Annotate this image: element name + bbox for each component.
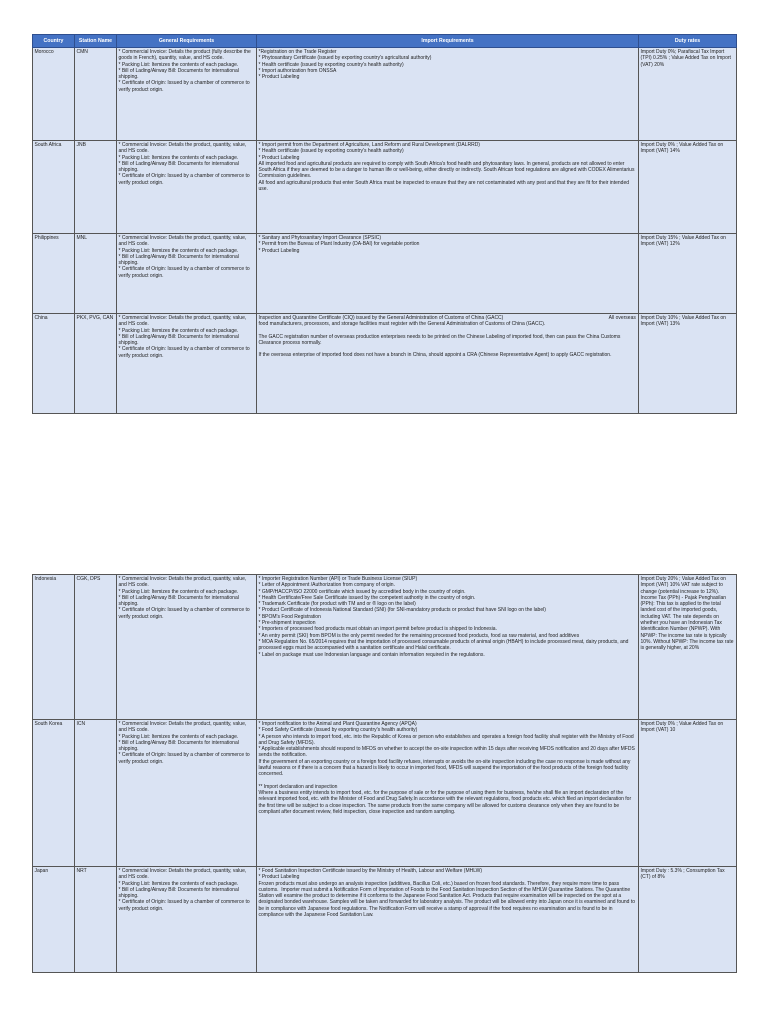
cell-line: * Bill of Lading/Airway Bill: Documents for international shipping. xyxy=(118,253,241,267)
cell-line: * Trademark Certificate (for product with TM and or ® logo on the label) xyxy=(258,601,416,608)
cell-line: Inspection and Quarantine Certificate (CIQ) issued by the General Administration of Customs of China (GACC) All overseas food manufacturers, processors, and storage facilities must register with the General Administration of Customs of China (GACC). xyxy=(258,315,638,328)
cell-line: * Import permit from the Department of Agriculture, Land Reform and Rural Development (DALRRD) xyxy=(258,142,480,148)
import-requirements-cell xyxy=(257,720,639,867)
station-cell: NRT xyxy=(75,867,117,973)
cell-line: * Sanitary and Phytosanitary Import Clearance (SPSIC) xyxy=(258,235,382,241)
duty-rates-cell: Import Duty 10% ; Value Added Tax on Import (VAT) 13% xyxy=(639,314,737,414)
cell-line: * Certificate of Origin: Issued by a chamber of commerce to verify product origin. xyxy=(118,899,252,912)
cell-line: Frozen products must also undergo an analysis inspection (additives, Bacillus Coli, etc.) based on frozen food standards. Therefore, they require more time to pass customs. Importer must submit a Notification Form of Importation of Foods to the Food Sanitation Inspection Section of the MHLW Quarantine Stations. The Quarantine Station will examine the product to determine if it conforms to the Japanese Food Sanitation Act. Products that require examination will be inspected on the spot at a designated bonded warehouse. Samples will be taken and forwarded for laboratory analysis. The product will be allowed entry into Japan once it is examined and found to be in compliance with Japanese food regulations. The Notification Form will receive a stamp of approval if the food requires no examination and is found to be in compliance with the Japanese Food Sanitation Law. xyxy=(258,880,637,919)
cell-line: * MOA Regulation No. 65/2014 requires that the importation of processed consumable products of animal origin (HBAH) to include processed meat, dairy products, and processed eggs must be accompanied with a sanitation certificate and Halal certificate. xyxy=(258,638,630,652)
duty-rates-cell: Import Duty 0% ; Value Added Tax on Import (VAT) 10 xyxy=(639,720,737,867)
import-requirements-cell xyxy=(257,867,639,973)
cell-line: * A person who intends to import food, etc. into the Republic of Korea or person who establishes and operates a foreign food facility shall register with the Ministry of Food and Drug Safety (MFDS). xyxy=(258,733,636,746)
cell-line: * Label on package must use Indonesian language and contain information required in the regulations. xyxy=(258,651,485,658)
header-row xyxy=(33,35,737,48)
cell-line: * Product Labeling xyxy=(258,74,300,81)
station-cell: JNB xyxy=(75,141,117,234)
cell-line: * Product Certificate of Indonesia National Standard (SNI) (for SNI-mandatory products or product that have SNI logo on the label) xyxy=(258,607,546,614)
duty-rates-cell: Import Duty 0% ; Value Added Tax on Import (VAT) 14% xyxy=(639,141,737,234)
header-general-requirements: General Requirements xyxy=(117,35,257,48)
country-cell: China xyxy=(33,314,75,414)
table-row xyxy=(33,48,737,141)
cell-line: Where a business entity intends to import food, etc. for the purpose of sale or for the purpose of using them for business, he/she shall file an import declaration of the relevant imported food, etc. with the Minister of Food and Drug Safety.In accordance with the relevant regulations, food products etc. which filed an import declaration for the first time will be subject to a close inspection. The same products from the same company will be allowed for customs clearance only when they are found to be compliant after document review, field inspection, close inspection and random sampling. xyxy=(258,789,633,815)
cell-line: All food and agricultural products that enter South Africa must be inspected to ensure that they are not contaminated with any pest and that they are fit for their intended use. xyxy=(258,179,631,193)
cell-line: * Certificate of Origin: Issued by a chamber of commerce to verify product origin. xyxy=(118,80,252,93)
cell-line: * BPOM's Food Registration xyxy=(258,613,321,620)
cell-line: * Certificate of Origin: Issued by a chamber of commerce to verify product origin. xyxy=(118,752,252,765)
cell-line: * Certificate of Origin: Issued by a chamber of commerce to verify product origin. xyxy=(118,266,252,279)
general-requirements-cell xyxy=(117,575,257,720)
cell-line: * Health certificate (issued by exporting country's health authority) xyxy=(258,148,404,155)
country-cell: Japan xyxy=(33,867,75,973)
header-station: Station Name xyxy=(75,35,117,48)
requirements-table-page-2 xyxy=(32,574,737,973)
cell-line: * Commercial Invoice: Details the product, quantity, value, and HS code. xyxy=(118,868,248,881)
cell-line: * Health certificate (issued by exporting country's health authority) xyxy=(258,61,404,68)
cell-line: * Commercial Invoice: Details the product, quantity, value, and HS code. xyxy=(118,315,248,328)
cell-line: * Importer Registration Number (API) or Trade Business License (SIUP) xyxy=(258,576,418,582)
table-row xyxy=(33,234,737,314)
country-cell: South Korea xyxy=(33,720,75,867)
cell-line: * Bill of Lading/Airway Bill: Documents for international shipping. xyxy=(118,333,241,347)
header-country: Country xyxy=(33,35,75,48)
import-requirements-cell xyxy=(257,48,639,141)
cell-line: * Certificate of Origin: Issued by a chamber of commerce to verify product origin. xyxy=(118,607,252,620)
country-cell: South Africa xyxy=(33,141,75,234)
cell-line: * Packing List: Itemizes the contents of each package. xyxy=(118,733,239,740)
general-requirements-cell xyxy=(117,48,257,141)
cell-line: * Phytosanitary Certificate (issued by exporting country's agricultural authority) xyxy=(258,55,432,62)
country-cell: Indonesia xyxy=(33,575,75,720)
cell-line: * Packing List: Itemizes the contents of each package. xyxy=(118,154,239,161)
table-row xyxy=(33,141,737,234)
cell-line: * Applicable establishments should respond to MFDS on whether to accept the on-site inspection within 15 days after receiving MFDS notification and 20 days after MFDS sends the notification. xyxy=(258,746,637,759)
cell-line: * An entry permit (SKI) from BPOM is the only permit needed for the remaining processed food products, food as raw material, and food additives xyxy=(258,632,580,639)
header-duty-rates: Duty rates xyxy=(639,35,737,48)
cell-line: * Food Safety Certificate (issued by exporting country's health authority) xyxy=(258,727,418,734)
cell-line: * Certificate of Origin: Issued by a chamber of commerce to verify product origin. xyxy=(118,173,252,186)
cell-line: * Letter of Appointment /Authorization from company of origin. xyxy=(258,582,395,589)
cell-line: * Bill of Lading/Airway Bill: Documents for international shipping. xyxy=(118,886,241,900)
station-cell: ICN xyxy=(75,720,117,867)
import-requirements-cell xyxy=(257,314,639,414)
cell-line: * Importers of processed food products must obtain an import permit before product is shipped to Indonesia. xyxy=(258,626,497,633)
general-requirements-cell xyxy=(117,141,257,234)
cell-line: ** Import declaration and inspection xyxy=(258,783,338,790)
cell-line: *Registration on the Trade Register xyxy=(258,49,337,55)
cell-line: * Commercial Invoice: Details the product, quantity, value, and HS code. xyxy=(118,142,248,155)
cell-line: * Commercial Invoice: Details the product, quantity, value, and HS code. xyxy=(118,576,248,589)
general-requirements-cell xyxy=(117,314,257,414)
general-requirements-cell xyxy=(117,234,257,314)
cell-line: * Packing List: Itemizes the contents of each package. xyxy=(118,61,239,68)
import-requirements-cell xyxy=(257,234,639,314)
cell-line: * Bill of Lading/Airway Bill: Documents for international shipping. xyxy=(118,160,241,174)
import-requirements-cell xyxy=(257,141,639,234)
table-row xyxy=(33,867,737,973)
cell-line: * Import notification to the Animal and Plant Quarantine Agency (APQA) xyxy=(258,721,417,727)
cell-line: * Food Sanitation Inspection Certificate issued by the Ministry of Health, Labour and Welfare (MHLW) xyxy=(258,868,483,874)
cell-line: The GACC registration number of overseas production enterprises needs to be printed on the Chinese Labeling of imported food, then can pass the China Customs Clearance process normally. xyxy=(258,333,622,346)
cell-line: * Import authorization from ONSSA xyxy=(258,67,337,74)
cell-line: * Product Labeling xyxy=(258,874,300,881)
country-cell: Philippines xyxy=(33,234,75,314)
station-cell: CGK, DPS xyxy=(75,575,117,720)
cell-line: * Packing List: Itemizes the contents of each package. xyxy=(118,880,239,887)
cell-line: If the overseas enterprise of imported food does not have a branch in China, should appoint a CRA (Chinese Representative Agent) to apply GACC registration. xyxy=(258,352,612,359)
cell-line: * Commercial Invoice: Details the product, quantity, value, and HS code. xyxy=(118,235,248,248)
cell-line: If the government of an exporting country or a foreign food facility refuses, interrupts or avoids the on-site inspection including the case no response is made without any lawful reasons or if there is a concern that a hazard is likely to occur in imported food, MFDS will suspend the importation of the food products of the foreign food facility concerned. xyxy=(258,758,632,778)
cell-line: * Packing List: Itemizes the contents of each package. xyxy=(118,327,239,334)
country-cell: Morocco xyxy=(33,48,75,141)
duty-rates-cell: Import Duty 20% ; Value Added Tax on Import (VAT) 10% VAT rate subject to change (potential increase to 12%). Income Tax (PPh) - Pajak Penghasilan (PPh): This tax is applied to the total landed cost of the imported goods, including VAT. The rate depends on whether you have an Indonesian Tax Identification Number (NPWP). With NPWP: The income tax rate is typically 10%. Without NPWP: The income tax rate is generally higher, at 20% xyxy=(639,575,737,720)
cell-line: * Pre-shipment inspection xyxy=(258,620,316,627)
cell-line: * Permit from the Bureau of Plant Industry (DA-BAI) for vegetable portion xyxy=(258,241,420,248)
requirements-table-page-1 xyxy=(32,34,737,414)
cell-line: * GMP/HACCP/ISO 22000 certificate which issued by accredited body in the country of origin. xyxy=(258,588,466,595)
table-row xyxy=(33,575,737,720)
table-row xyxy=(33,720,737,867)
cell-line: * Certificate of Origin: Issued by a chamber of commerce to verify product origin. xyxy=(118,346,252,359)
cell-line: * Bill of Lading/Airway Bill: Documents for international shipping. xyxy=(118,67,241,81)
cell-line: * Bill of Lading/Airway Bill: Documents for international shipping. xyxy=(118,594,241,608)
cell-line: * Packing List: Itemizes the contents of each package. xyxy=(118,588,239,595)
cell-line: All imported food and agricultural products are required to comply with South Africa's food health and phytosanitary laws. In general, products are not allowed to enter South Africa if they are deemed to be a danger to human life or well-being, either directly or indirectly. South African food regulations are aligned with CODEX Alimentarius Commission guidelines. xyxy=(258,160,636,180)
cell-line: * Health Certificate/Free Sale Certificate issued by the competent authority in the country of origin. xyxy=(258,594,476,601)
cell-line: * Packing List: Itemizes the contents of each package. xyxy=(118,247,239,254)
cell-line: * Commercial Invoice: Details the product, quantity, value, and HS code. xyxy=(118,721,248,734)
cell-line: * Commercial Invoice: Details the product (fully describe the goods in French), quantity, value, and HS code. xyxy=(118,49,253,62)
cell-line: * Bill of Lading/Airway Bill: Documents for international shipping. xyxy=(118,739,241,753)
general-requirements-cell xyxy=(117,720,257,867)
cell-line: * Product Labeling xyxy=(258,247,300,254)
station-cell: PKX, PVG, CAN xyxy=(75,314,117,414)
table-row xyxy=(33,314,737,414)
import-requirements-cell xyxy=(257,575,639,720)
header-import-requirements: Import Requirements xyxy=(257,35,639,48)
cell-line: * Product Labeling xyxy=(258,154,300,161)
general-requirements-cell xyxy=(117,867,257,973)
duty-rates-cell: Import Duty : 5.3% ; Consumption Tax (CT) of 8% xyxy=(639,867,737,973)
station-cell: MNL xyxy=(75,234,117,314)
duty-rates-cell: Import Duty 15% ; Value Added Tax on Import (VAT) 12% xyxy=(639,234,737,314)
duty-rates-cell: Import Duty 0%; Parafiscal Tax Import (TPI) 0.25% ; Value Added Tax on Import (VAT) 20% xyxy=(639,48,737,141)
station-cell: CMN xyxy=(75,48,117,141)
